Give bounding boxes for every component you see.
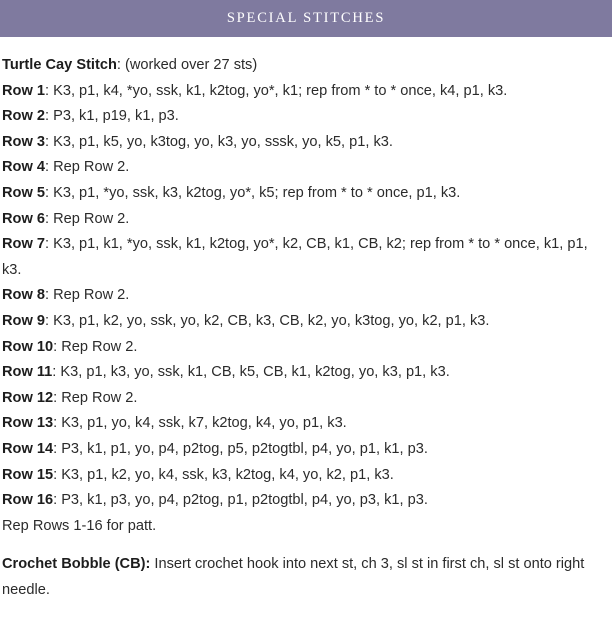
row-15 <box>2 463 608 489</box>
stitch-instructions <box>2 53 608 603</box>
row-text: : K3, p1, k1, *yo, ssk, k1, k2tog, yo*, k2, CB, k1, CB, k2; rep from * to * once, k1, p1, k3. <box>2 236 588 278</box>
row-text: : Rep Row 2. <box>53 338 138 355</box>
row-label: Row 5 <box>2 184 45 201</box>
row-text: : Rep Row 2. <box>44 159 130 176</box>
row-label: Row 8 <box>2 287 45 304</box>
row-label: Row 12 <box>2 389 54 406</box>
turtle-cay-intro <box>2 53 608 79</box>
row-label: Row 9 <box>2 312 45 329</box>
row-label: Row 7 <box>2 236 45 253</box>
row-14 <box>2 437 608 463</box>
row-3 <box>2 130 608 156</box>
row-1 <box>2 79 608 105</box>
row-text: : K3, p1, yo, k4, ssk, k7, k2tog, k4, yo, p1, k3. <box>53 415 347 432</box>
row-label: Row 4 <box>2 159 45 176</box>
row-label: Row 15 <box>2 466 54 483</box>
row-5 <box>2 181 608 207</box>
row-label: Row 10 <box>2 338 54 355</box>
row-label: Row 13 <box>2 415 54 432</box>
row-text: : K3, p1, k2, yo, ssk, yo, k2, CB, k3, CB, k2, yo, k3tog, yo, k2, p1, k3. <box>44 312 490 329</box>
row-13 <box>2 411 608 437</box>
repeat-note: Rep Rows 1-16 for patt. <box>2 517 157 534</box>
crochet-bobble-text: Insert crochet hook into next st, ch 3, sl st in first ch, sl st onto right needle. <box>2 556 585 598</box>
row-text: : Rep Row 2. <box>53 389 138 406</box>
row-6 <box>2 207 608 233</box>
row-11 <box>2 360 608 386</box>
row-text: : K3, p1, k3, yo, ssk, k1, CB, k5, CB, k1, k2tog, yo, k3, p1, k3. <box>52 364 450 381</box>
row-8 <box>2 283 608 309</box>
row-text: : K3, p1, k5, yo, k3tog, yo, k3, yo, sssk, yo, k5, p1, k3. <box>44 133 393 150</box>
row-text: : Rep Row 2. <box>44 210 130 227</box>
row-10 <box>2 335 608 361</box>
row-text: : K3, p1, k4, *yo, ssk, k1, k2tog, yo*, k1; rep from * to * once, k4, p1, k3. <box>44 82 508 99</box>
row-4 <box>2 155 608 181</box>
section-spacer <box>2 539 608 552</box>
row-12 <box>2 386 608 412</box>
row-2 <box>2 104 608 130</box>
row-text: : P3, k1, p3, yo, p4, p2tog, p1, p2togtbl, p4, yo, p3, k1, p3. <box>53 492 428 509</box>
turtle-cay-label: Turtle Cay Stitch <box>2 57 117 73</box>
row-label: Row 6 <box>2 210 45 227</box>
row-7 <box>2 232 608 283</box>
row-text: : P3, k1, p19, k1, p3. <box>44 108 179 125</box>
row-text: : K3, p1, *yo, ssk, k3, k2tog, yo*, k5; rep from * to * once, p1, k3. <box>44 184 461 201</box>
row-text: : K3, p1, k2, yo, k4, ssk, k3, k2tog, k4, yo, k2, p1, k3. <box>53 466 394 483</box>
row-label: Row 14 <box>2 440 54 457</box>
crochet-bobble-label: Crochet Bobble (CB): <box>2 556 151 573</box>
section-header-bar <box>0 0 612 37</box>
section-title: SPECIAL STITCHES <box>226 10 386 26</box>
row-16 <box>2 488 608 514</box>
row-label: Row 2 <box>2 108 45 125</box>
crochet-bobble-definition <box>2 552 608 603</box>
row-9 <box>2 309 608 335</box>
row-text: : P3, k1, p1, yo, p4, p2tog, p5, p2togtbl, p4, yo, p1, k1, p3. <box>53 440 428 457</box>
row-label: Row 3 <box>2 133 45 150</box>
turtle-cay-note: : (worked over 27 sts) <box>116 57 258 73</box>
row-text: : Rep Row 2. <box>44 287 130 304</box>
row-label: Row 1 <box>2 82 45 99</box>
row-label: Row 16 <box>2 492 54 509</box>
row-label: Row 11 <box>2 364 53 381</box>
